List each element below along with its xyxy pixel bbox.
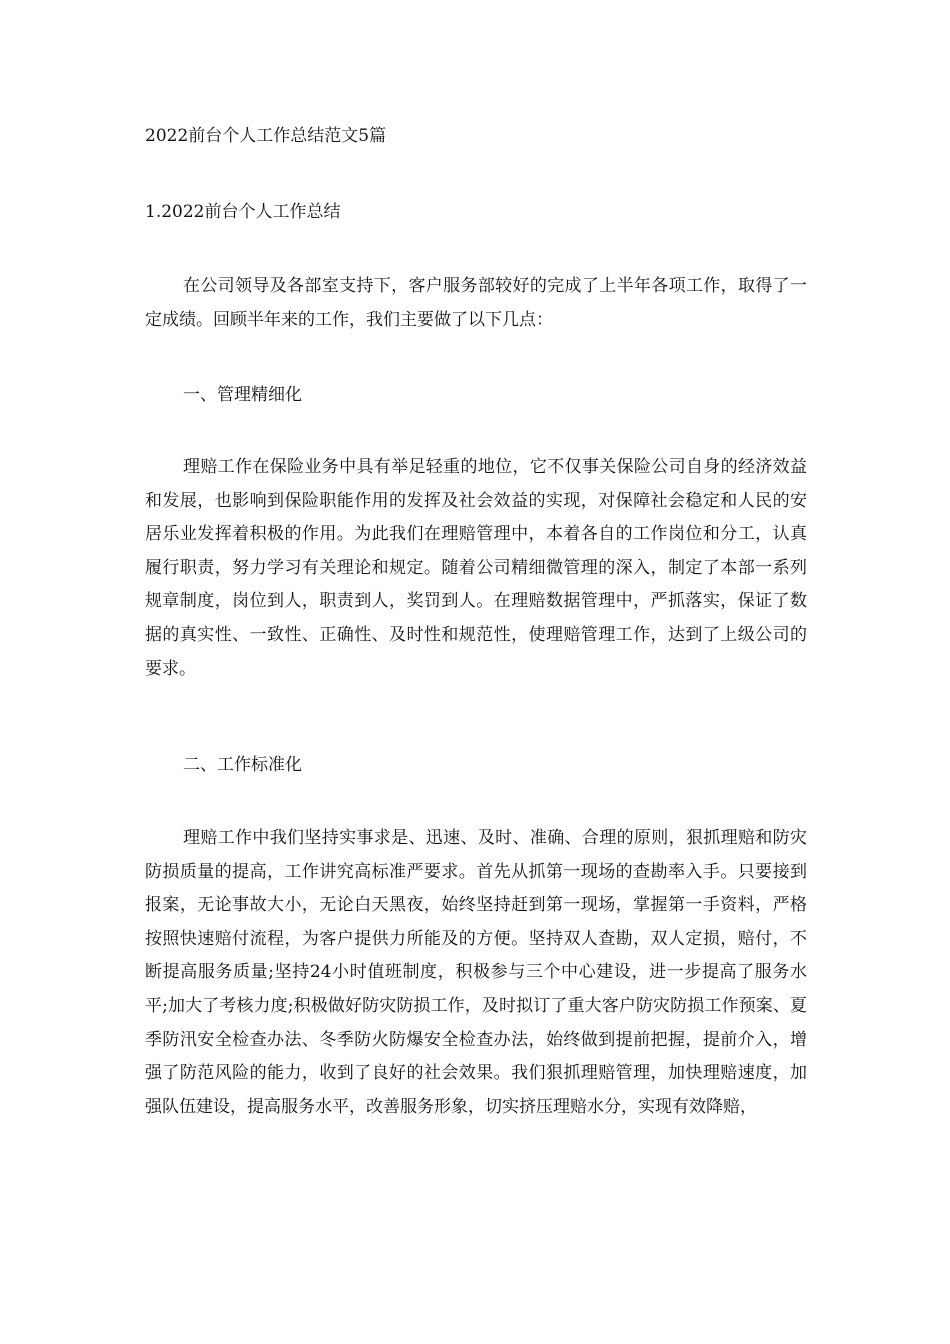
- document-title: 2022前台个人工作总结范文5篇: [145, 126, 387, 146]
- section-1-heading: 一、管理精细化: [183, 385, 302, 405]
- section-2-paragraph: 理赔工作中我们坚持实事求是、迅速、及时、准确、合理的原则，狠抓理赔和防灾防损质量的提高，工作讲究高标准严要求。首先从抓第一现场的查勘率入手。只要接到报案，无论事故大小，无论白天黑夜，始终坚持赶到第一现场，掌握第一手资料，严格按照快速赔付流程，为客户提供力所能及的方便。坚持双人查勘，双人定损，赔付，不断提高服务质量;坚持24小时值班制度，积极参与三个中心建设，进一步提高了服务水平;加大了考核力度;积极做好防灾防损工作，及时拟订了重大客户防灾防损工作预案、夏季防汛安全检查办法、冬季防火防爆安全检查办法，始终做到提前把握，提前介入，增强了防范风险的能力，收到了良好的社会效果。我们狠抓理赔管理，加快理赔速度，加强队伍建设，提高服务水平，改善服务形象，切实挤压理赔水分，实现有效降赔，: [145, 828, 807, 1117]
- section-subtitle: 1.2022前台个人工作总结: [145, 202, 341, 222]
- section-1-paragraph: 理赔工作在保险业务中具有举足轻重的地位，它不仅事关保险公司自身的经济效益和发展，也影响到保险职能作用的发挥及社会效益的实现，对保障社会稳定和人民的安居乐业发挥着积极的作用。为此我们在理赔管理中，本着各自的工作岗位和分工，认真履行职责，努力学习有关理论和规定。随着公司精细微管理的深入，制定了本部一系列规章制度，岗位到人，职责到人，奖罚到人。在理赔数据管理中，严抓落实，保证了数据的真实性、一致性、正确性、及时性和规范性，使理赔管理工作，达到了上级公司的要求。: [145, 457, 807, 679]
- section-2-heading: 二、工作标准化: [183, 755, 302, 775]
- intro-paragraph: 在公司领导及各部室支持下，客户服务部较好的完成了上半年各项工作，取得了一定成绩。回顾半年来的工作，我们主要做了以下几点：: [145, 276, 807, 330]
